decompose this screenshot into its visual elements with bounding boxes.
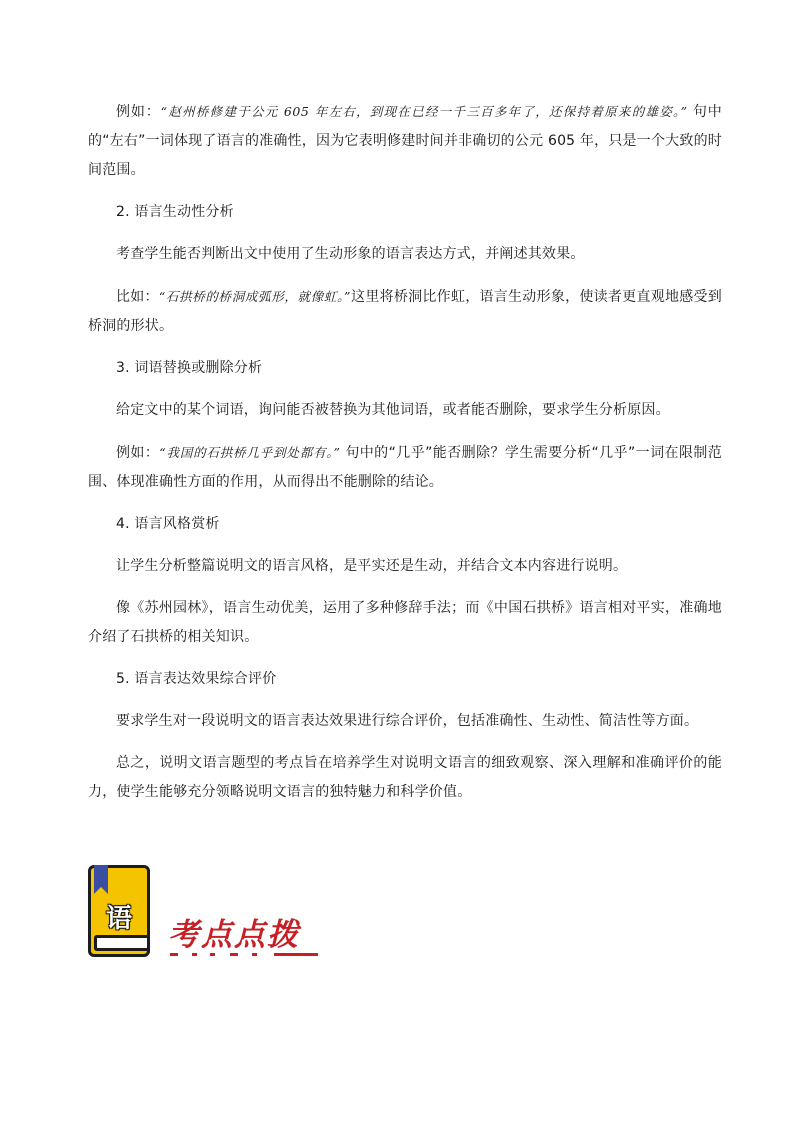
paragraph-word-replace-desc: 给定文中的某个词语，询问能否被替换为其他词语，或者能否删除，要求学生分析原因。 bbox=[116, 402, 670, 418]
book-pages bbox=[94, 935, 147, 951]
underline-dash bbox=[192, 953, 197, 956]
underline-dash bbox=[252, 953, 257, 956]
badge-title: 考点点拨 bbox=[168, 917, 300, 953]
paragraph-style-example: 像《苏州园林》，语言生动优美，运用了多种修辞手法；而《中国石拱桥》语言相对平实，准确地介绍了石拱桥的相关知识。 bbox=[88, 600, 722, 645]
section-badge bbox=[88, 865, 318, 965]
quote-zhaozhou: “赵州桥修建于公元 605 年左右，到现在已经一千三百多年了，还保持着原来的雄姿。” bbox=[160, 104, 688, 119]
book-icon bbox=[88, 865, 150, 957]
underline-dash bbox=[274, 953, 318, 956]
text: 句中的“左右”一词体现了语言的准确性，因为它表明修建时间并非确切的公元 605 年，只是一个大致的时间范围。 bbox=[88, 104, 722, 178]
section-heading-overall: 5. 语言表达效果综合评价 bbox=[116, 671, 277, 687]
paragraph-example-zhaozhou bbox=[88, 97, 722, 185]
bookmark-ribbon bbox=[94, 865, 108, 887]
text: 句中的“几乎”能否删除？学生需要分析“几乎”一词在限制范围、体现准确性方面的作用，从而得出不能删除的结论。 bbox=[88, 445, 722, 490]
section-heading-vividness: 2. 语言生动性分析 bbox=[116, 204, 234, 220]
underline-dash bbox=[230, 953, 238, 956]
underline-dash bbox=[170, 953, 178, 956]
text: 比如： bbox=[116, 289, 159, 305]
quote-almost: “我国的石拱桥几乎到处都有。” bbox=[159, 445, 341, 460]
paragraph-vividness-desc: 考查学生能否判断出文中使用了生动形象的语言表达方式，并阐述其效果。 bbox=[116, 246, 585, 262]
paragraph-style-desc: 让学生分析整篇说明文的语言风格，是平实还是生动，并结合文本内容进行说明。 bbox=[116, 558, 628, 574]
text: 这里将桥洞比作虹，语言生动形象，使读者更直观地感受到桥洞的形状。 bbox=[88, 289, 722, 334]
text: 例如： bbox=[116, 104, 161, 120]
book-char: 语 bbox=[105, 904, 132, 934]
quote-arch: “石拱桥的桥洞成弧形，就像虹。” bbox=[158, 289, 351, 304]
paragraph-summary: 总之，说明文语言题型的考点旨在培养学生对说明文语言的细致观察、深入理解和准确评价的能力，使学生能够充分领略说明文语言的独特魅力和科学价值。 bbox=[88, 755, 722, 800]
paragraph-example-almost bbox=[88, 438, 722, 497]
paragraph-example-arch bbox=[88, 282, 722, 341]
paragraph-overall-desc: 要求学生对一段说明文的语言表达效果进行综合评价，包括准确性、生动性、简洁性等方面。 bbox=[116, 713, 699, 729]
section-heading-style: 4. 语言风格赏析 bbox=[116, 516, 220, 532]
text: 例如： bbox=[116, 445, 160, 461]
section-heading-word-replace: 3. 词语替换或删除分析 bbox=[116, 360, 263, 376]
document-body bbox=[88, 97, 722, 820]
underline-dash bbox=[210, 953, 215, 956]
badge-underline bbox=[170, 953, 318, 957]
